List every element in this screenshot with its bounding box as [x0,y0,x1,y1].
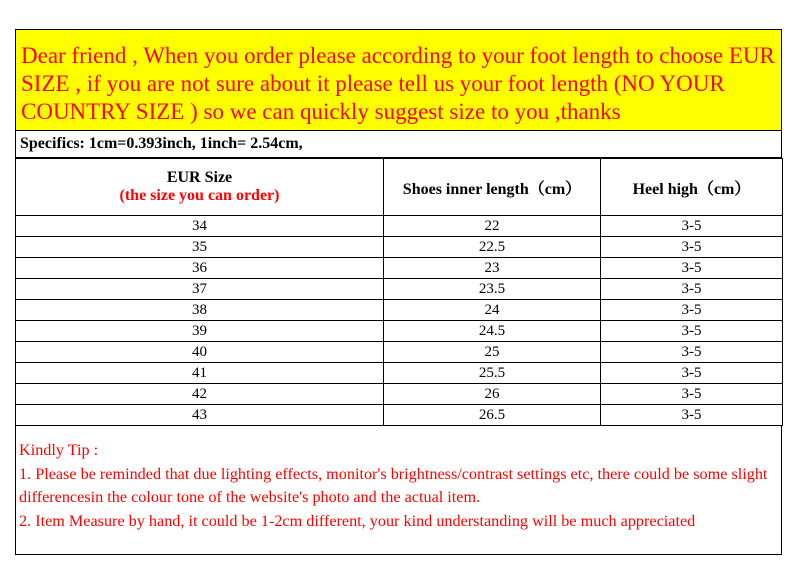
table-row [16,237,783,258]
table-row [16,300,783,321]
heel-height-cell: 3-5 [601,300,783,321]
eur-size-cell: 39 [16,321,384,342]
table-row [16,405,783,426]
kindly-tip [15,426,782,555]
order-notice-text: Dear friend , When you order please according to your foot length to choose EUR SIZE , if you are not sure about it please tell us your foot length (NO YOUR COUNTRY SIZE ) so we can quickly suggest size to you ,thanks [21,43,775,124]
inner-length-cell: 26 [384,384,601,405]
eur-size-cell: 43 [16,405,384,426]
eur-size-subheader: (the size you can order) [119,187,280,204]
eur-size-cell: 34 [16,216,384,237]
heel-height-cell: 3-5 [601,384,783,405]
heel-height-cell: 3-5 [601,279,783,300]
inner-length-cell: 24.5 [384,321,601,342]
inner-length-cell: 24 [384,300,601,321]
size-table-header [16,159,783,216]
eur-size-header: EUR Size (the size you can order) [16,159,384,216]
inner-length-header: Shoes inner length（cm） [384,159,601,216]
heel-height-cell: 3-5 [601,363,783,384]
inner-length-cell: 23.5 [384,279,601,300]
heel-height-cell: 3-5 [601,258,783,279]
table-row [16,216,783,237]
tip-title: Kindly Tip : [19,441,99,459]
inner-length-cell: 25 [384,342,601,363]
heel-height-cell: 3-5 [601,237,783,258]
heel-height-cell: 3-5 [601,321,783,342]
table-row [16,321,783,342]
heel-height-cell: 3-5 [601,342,783,363]
eur-size-cell: 36 [16,258,384,279]
eur-size-cell: 40 [16,342,384,363]
tip-line-1: 1. Please be reminded that due lighting effects, monitor's brightness/contrast settings etc, there could be some slight differencesin the colour tone of the website's photo and the actual item. [19,464,768,506]
table-row [16,384,783,405]
order-notice [15,29,782,131]
eur-size-cell: 38 [16,300,384,321]
inner-length-cell: 22 [384,216,601,237]
eur-size-cell: 41 [16,363,384,384]
size-table [15,158,783,426]
specifics-line: Specifics: 1cm=0.393inch, 1inch= 2.54cm, [15,131,782,158]
heel-height-header: Heel high（cm） [601,159,783,216]
table-row [16,363,783,384]
eur-size-cell: 42 [16,384,384,405]
size-table-body [16,216,783,426]
heel-height-cell: 3-5 [601,405,783,426]
heel-height-cell: 3-5 [601,216,783,237]
inner-length-cell: 26.5 [384,405,601,426]
table-row [16,342,783,363]
inner-length-cell: 23 [384,258,601,279]
size-chart [15,29,782,555]
table-row [16,258,783,279]
tip-line-2: 2. Item Measure by hand, it could be 1-2cm different, your kind understanding will be much appreciated [19,511,696,530]
eur-size-cell: 35 [16,237,384,258]
inner-length-cell: 22.5 [384,237,601,258]
eur-size-cell: 37 [16,279,384,300]
table-row [16,279,783,300]
inner-length-cell: 25.5 [384,363,601,384]
